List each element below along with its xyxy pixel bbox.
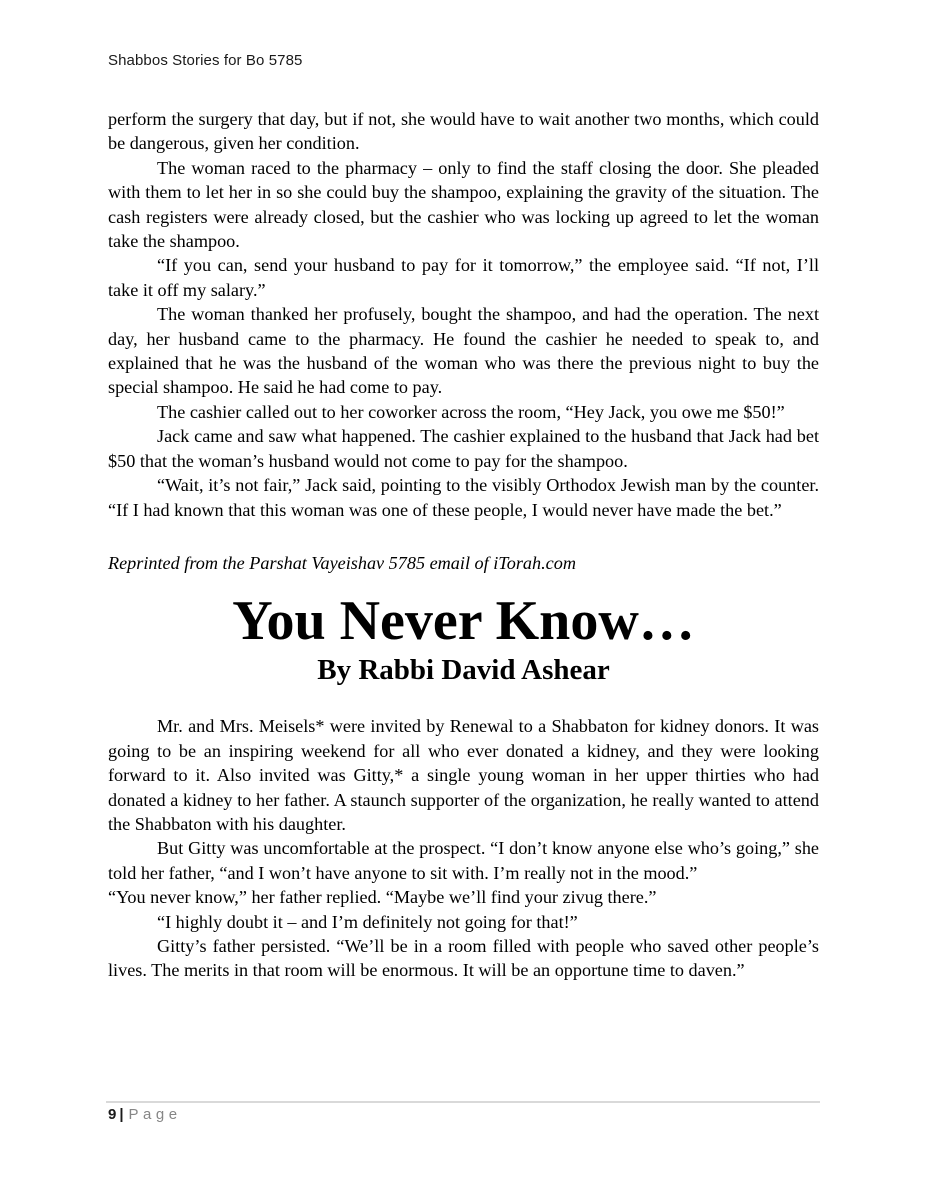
footer-page-label: Page	[128, 1106, 182, 1123]
page-number: 9	[108, 1106, 117, 1123]
paragraph: perform the surgery that day, but if not, she would have to wait another two months, which could be dangerous, given her condition.	[108, 109, 819, 154]
paragraph: The cashier called out to her coworker across the room, “Hey Jack, you owe me $50!”	[157, 401, 785, 422]
paragraph: Jack came and saw what happened. The cashier explained to the husband that Jack had bet $50 that the woman’s husband would not come to pay for the shampoo.	[108, 426, 819, 471]
story-byline: By Rabbi David Ashear	[317, 654, 610, 687]
paragraph: “If you can, send your husband to pay for it tomorrow,” the employee said. “If not, I’ll take it off my salary.”	[108, 255, 819, 300]
attribution: Reprinted from the Parshat Vayeishav 5785 email of iTorah.com	[108, 552, 576, 573]
paragraph: Mr. and Mrs. Meisels* were invited by Renewal to a Shabbaton for kidney donors. It was going to be an inspiring weekend for all who ever donated a kidney, and they were looking forward to it. Also invited was Gitty,* a single young woman in her upper thirties who had donated a kidney to her father. A staunch supporter of the organization, he really wanted to attend the Shabbaton with his daughter.	[108, 716, 819, 834]
paragraph: “Wait, it’s not fair,” Jack said, pointing to the visibly Orthodox Jewish man by the counter. “If I had known that this woman was one of these people, I would never have made the bet.”	[108, 475, 819, 520]
page-footer	[108, 1106, 182, 1123]
paragraph: “You never know,” her father replied. “Maybe we’ll find your zivug there.”	[108, 887, 657, 908]
footer-rule	[106, 1101, 820, 1103]
paragraph: The woman thanked her profusely, bought the shampoo, and had the operation. The next day, her husband came to the pharmacy. He found the cashier he needed to speak to, and explained that he was the husband of the woman who was there the previous night to buy the special shampoo. He said he had come to pay.	[108, 304, 819, 398]
paragraph: But Gitty was uncomfortable at the prospect. “I don’t know anyone else who’s going,” she told her father, “and I won’t have anyone to sit with. I’m really not in the mood.”	[108, 838, 819, 883]
story-title: You Never Know…	[232, 590, 695, 653]
paragraph: The woman raced to the pharmacy – only to find the staff closing the door. She pleaded with them to let her in so she could buy the shampoo, explaining the gravity of the situation. The cash registers were already closed, but the cashier who was locking up agreed to let the woman take the shampoo.	[108, 157, 819, 252]
document-body	[108, 107, 819, 983]
running-header: Shabbos Stories for Bo 5785	[108, 52, 303, 69]
paragraph: Gitty’s father persisted. “We’ll be in a room filled with people who saved other people’s lives. The merits in that room will be enormous. It will be an opportune time to daven.”	[108, 935, 819, 981]
paragraph: “I highly doubt it – and I’m definitely not going for that!”	[157, 911, 578, 932]
footer-separator: |	[119, 1106, 124, 1123]
